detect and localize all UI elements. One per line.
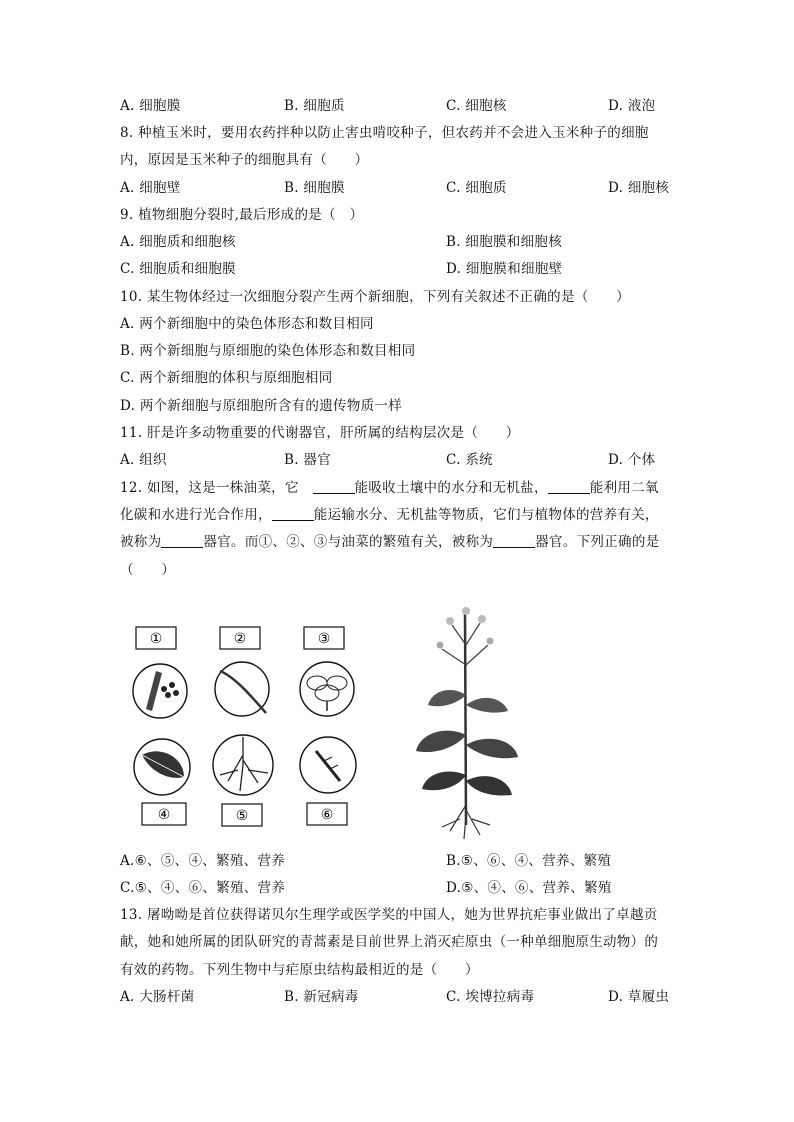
q9-option-c: C. 细胞质和细胞膜: [120, 261, 236, 277]
q12-stem-line3: [120, 532, 659, 552]
q12-text: 能运输水分、无机盐等物质，它们与植物体的营养有关，: [313, 507, 659, 523]
q12-text: 器官。下列正确的是: [535, 534, 660, 550]
q13-option-b: B. 新冠病毒: [284, 989, 359, 1005]
q12-option-c: C.⑤、④、⑥、繁殖、营养: [120, 880, 286, 896]
rapeseed-figure: [120, 605, 540, 845]
q12-stem-line1: [120, 478, 659, 498]
leaf-circle: [134, 739, 190, 795]
q11-option-b: B. 器官: [284, 452, 332, 468]
label-box-5: [222, 804, 262, 826]
answer-blank: [548, 479, 590, 494]
q9-option-a: A. 细胞质和细胞核: [120, 234, 236, 250]
q7-option-d: D. 液泡: [608, 98, 656, 114]
q10-stem: 10. 某生物体经过一次细胞分裂产生两个新细胞，下列有关叙述不正确的是（ ）: [120, 289, 630, 305]
q8-stem-line2: 内，原因是玉米种子的细胞具有（ ）: [120, 152, 369, 168]
q8-option-d: D. 细胞核: [608, 180, 670, 196]
q8-option-b: B. 细胞膜: [284, 180, 345, 196]
label-2: ②: [233, 631, 247, 647]
label-box-4: [142, 803, 186, 825]
q12-text: 能利用二氧: [589, 480, 659, 496]
label-4: ④: [157, 807, 171, 823]
q13-option-c: C. 埃博拉病毒: [446, 989, 535, 1005]
q13-stem-line3: 有效的药物。下列生物中与疟原虫结构最相近的是（ ）: [120, 962, 479, 978]
q11-stem: 11. 肝是许多动物重要的代谢器官，肝所属的结构层次是（ ）: [120, 425, 520, 441]
q11-option-d: D. 个体: [608, 452, 656, 468]
label-box-1: [136, 627, 176, 649]
q13-option-d: D. 草履虫: [608, 989, 670, 1005]
label-5: ⑤: [235, 808, 249, 824]
q9-option-b: B. 细胞膜和细胞核: [446, 234, 563, 250]
root-circle: [213, 735, 273, 795]
q12-text: 被称为: [120, 534, 162, 550]
q9-stem: 9. 植物细胞分裂时,最后形成的是（ ）: [120, 207, 364, 223]
q12-text: 12. 如图，这是一株油菜，它: [120, 480, 313, 496]
q11-option-a: A. 组织: [120, 452, 167, 468]
q10-option-b: B. 两个新细胞与原细胞的染色体形态和数目相同: [120, 343, 416, 359]
pod-circle: [215, 662, 269, 716]
answer-blank: [493, 533, 535, 548]
flower-circle: [300, 662, 354, 716]
answer-blank: [272, 506, 314, 521]
label-box-2: [220, 627, 260, 649]
seed-pod-circle: [133, 664, 187, 718]
stem-circle: [300, 737, 356, 793]
q10-option-a: A. 两个新细胞中的染色体形态和数目相同: [120, 316, 374, 332]
q12-text: 器官。而①、②、③与油菜的繁殖有关，被称为: [203, 534, 494, 550]
label-1: ①: [149, 631, 163, 647]
answer-blank: [313, 479, 355, 494]
q8-stem-line1: 8. 种植玉米时，要用农药拌种以防止害虫啃咬种子，但农药并不会进入玉米种子的细胞: [120, 125, 649, 141]
q9-option-d: D. 细胞膜和细胞壁: [446, 261, 563, 277]
q13-option-a: A. 大肠杆菌: [120, 989, 195, 1005]
label-box-3: [304, 627, 344, 649]
q12-stem-line2: [120, 505, 659, 525]
q13-stem-line1: 13. 屠呦呦是首位获得诺贝尔生理学或医学奖的中国人，她为世界抗疟事业做出了卓越贡: [120, 907, 658, 923]
q12-text: 化碳和水进行光合作用，: [120, 507, 272, 523]
q7-option-b: B. 细胞质: [284, 98, 345, 114]
q13-stem-line2: 献，她和她所属的团队研究的青蒿素是目前世界上消灭疟原虫（一种单细胞原生动物）的: [120, 934, 659, 950]
q10-option-d: D. 两个新细胞与原细胞所含有的遗传物质一样: [120, 398, 403, 414]
q12-text: 能吸收土壤中的水分和无机盐，: [354, 480, 548, 496]
q12-stem-line4: （ ）: [120, 562, 176, 578]
q11-option-c: C. 系统: [446, 452, 493, 468]
q10-option-c: C. 两个新细胞的体积与原细胞相同: [120, 370, 333, 386]
q7-option-c: C. 细胞核: [446, 98, 507, 114]
q12-option-b: B.⑤、⑥、④、营养、繁殖: [446, 853, 612, 869]
q12-option-d: D.⑤、④、⑥、营养、繁殖: [446, 880, 612, 896]
rapeseed-plant-illustration: [416, 607, 518, 839]
label-3: ③: [317, 631, 331, 647]
q7-option-a: A. 细胞膜: [120, 98, 181, 114]
label-box-6: [307, 803, 347, 825]
q12-option-a: A.⑥、⑤、④、繁殖、营养: [120, 853, 286, 869]
answer-blank: [161, 533, 203, 548]
q8-option-c: C. 细胞质: [446, 180, 507, 196]
q8-option-a: A. 细胞壁: [120, 180, 181, 196]
label-6: ⑥: [320, 807, 334, 823]
